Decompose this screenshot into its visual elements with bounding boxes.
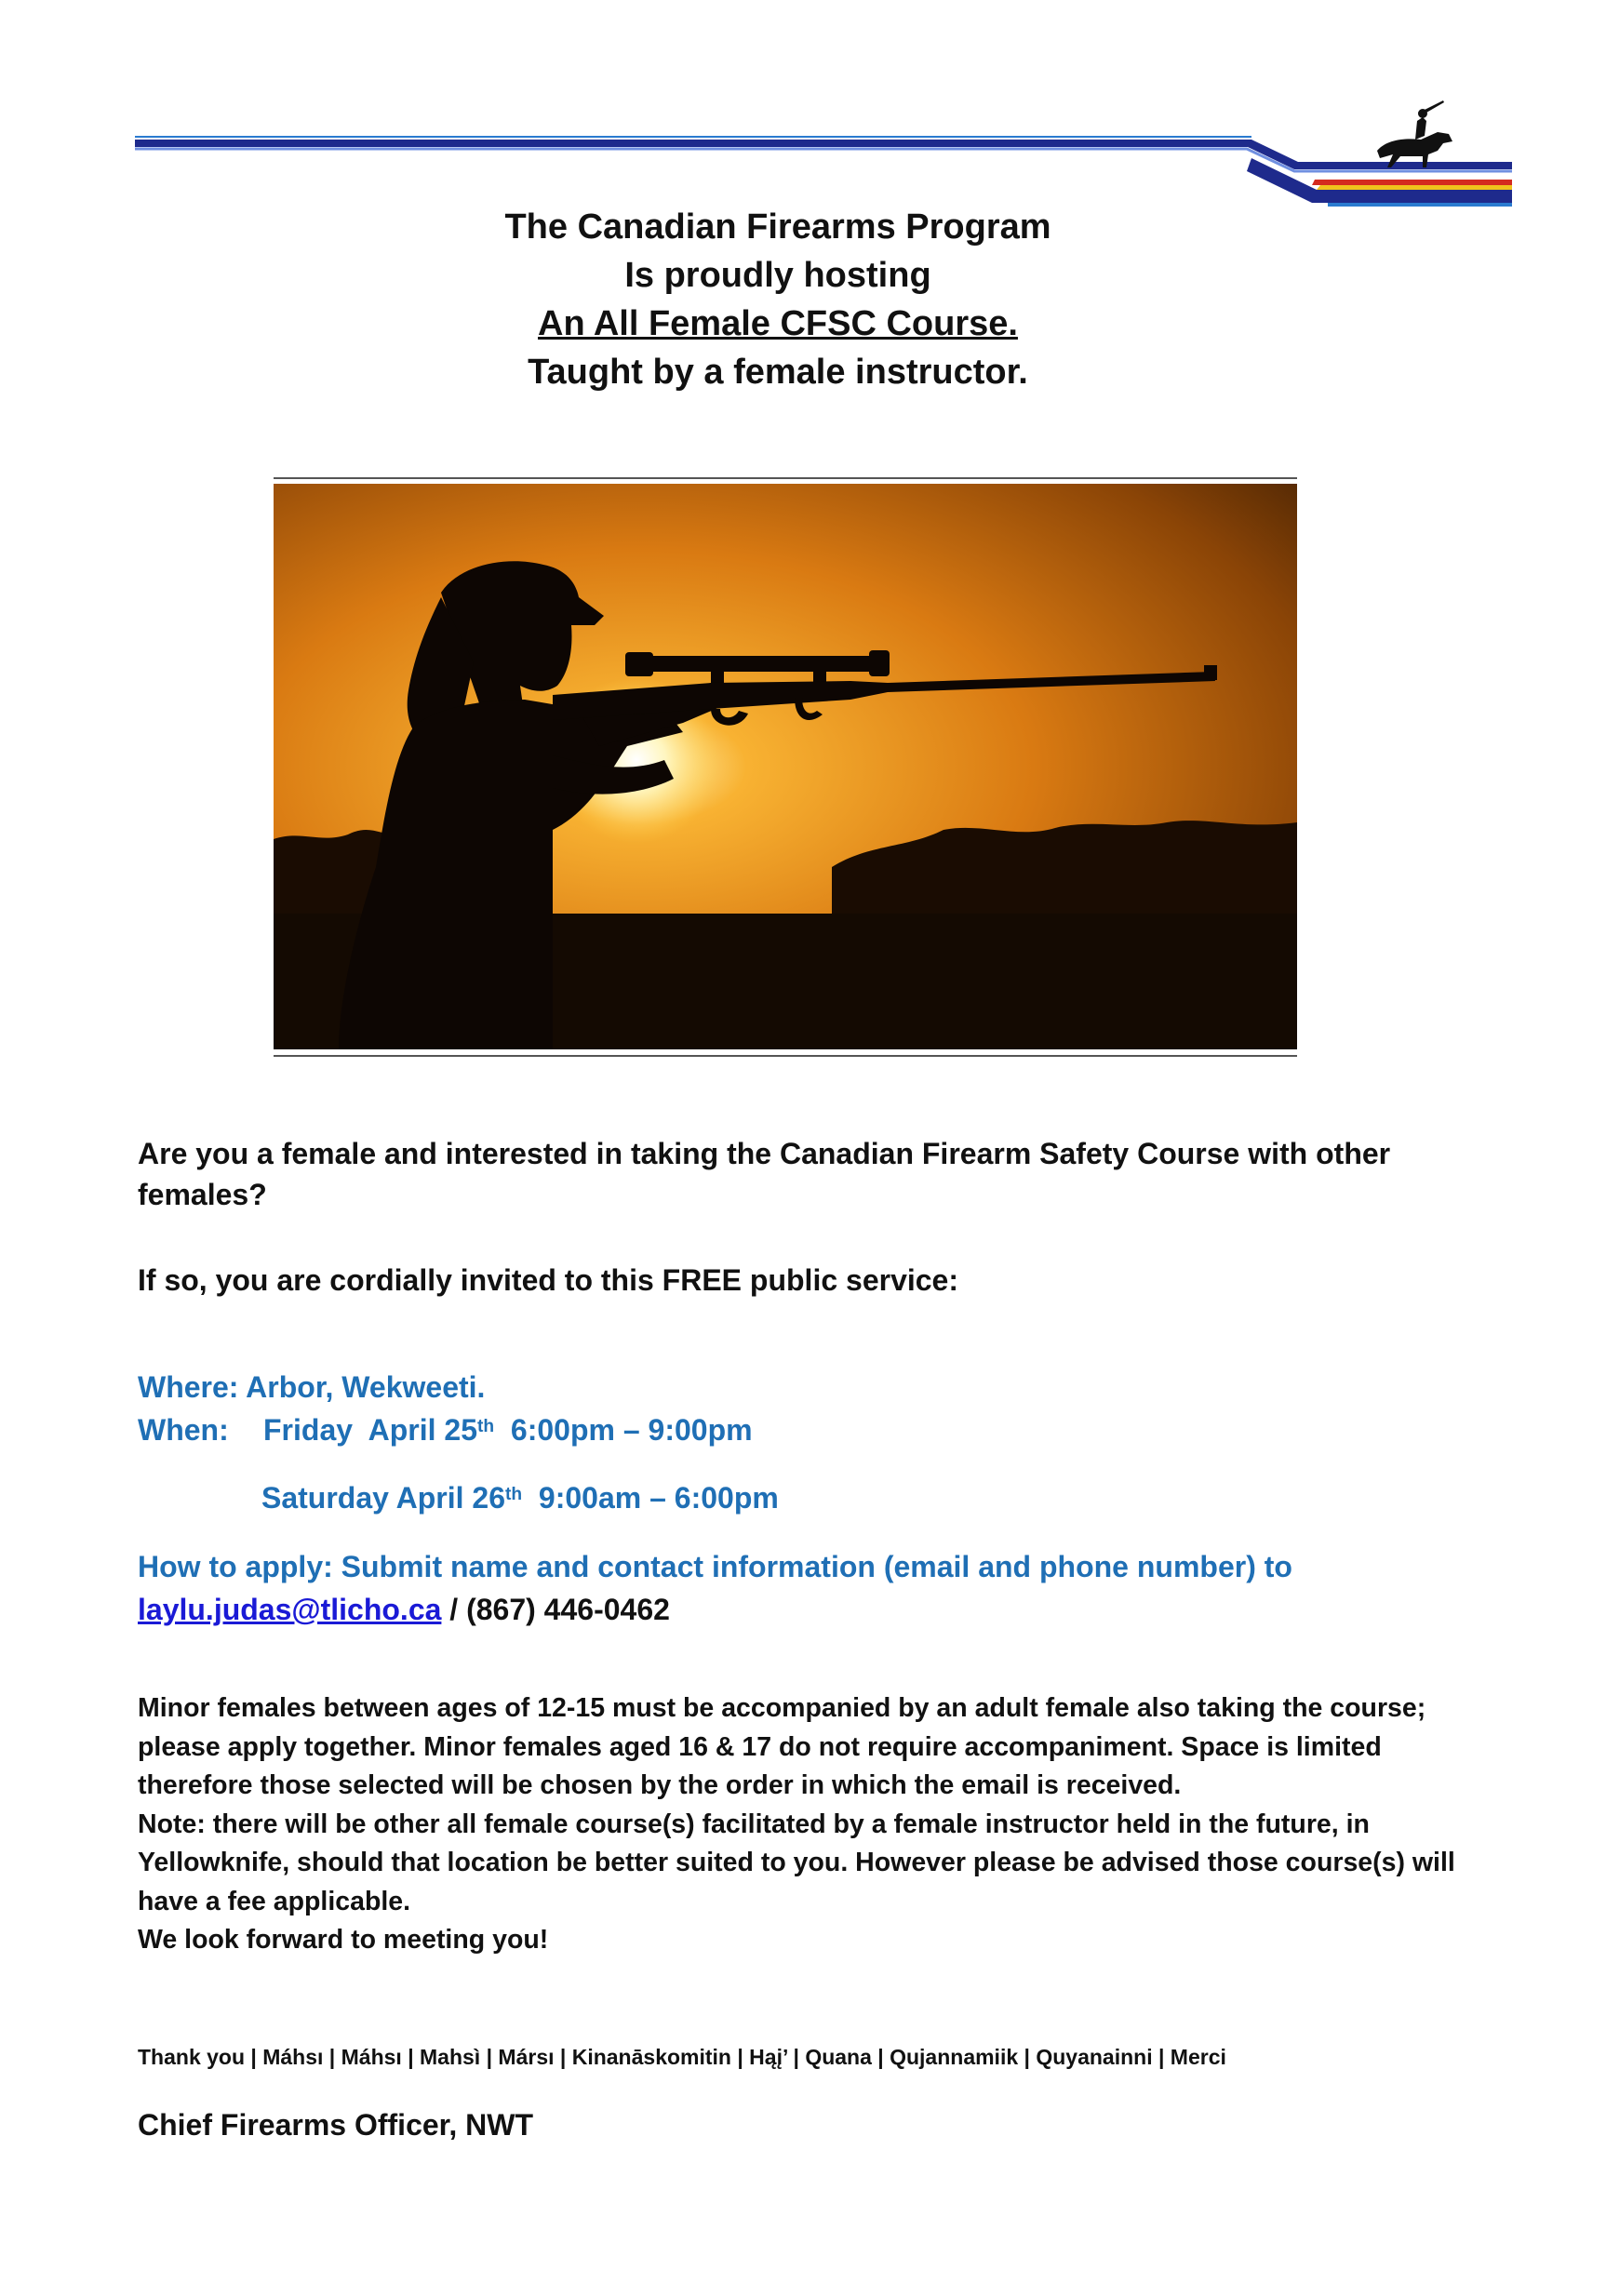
note-future-courses: Note: there will be other all female course(s) facilitated by a female instructor held in the future, in Yellowknife, should that location be better suited to you. However please be advised those course(s) will have a fee applicable. — [138, 1809, 1455, 1916]
event-day1-sup: th — [477, 1417, 495, 1437]
signature: Chief Firearms Officer, NWT — [138, 2108, 533, 2142]
title-line-2: Is proudly hosting — [624, 256, 931, 295]
event-day1-date: Friday April 25 — [263, 1413, 477, 1447]
event-day1 — [263, 1409, 753, 1450]
title-line-1: The Canadian Firearms Program — [504, 207, 1051, 247]
invite-line: If so, you are cordially invited to this FREE public service: — [138, 1263, 958, 1297]
note-closing: We look forward to meeting you! — [138, 1925, 549, 1955]
event-when-row — [138, 1409, 1468, 1450]
email-link[interactable]: laylu.judas@tlicho.ca — [138, 1593, 442, 1626]
rifle-silhouette-sunset-photo — [274, 476, 1297, 1058]
event-day2-date: Saturday April 26 — [261, 1481, 506, 1515]
notes-block — [138, 1689, 1468, 1960]
thanks-line: Thank you | Máhsı | Máhsı | Mahsì | Mársı | Kinanāskomitin | Hąį’ | Quana | Qujannamiik | Quyanainni | Merci — [138, 2045, 1226, 2069]
banner-stripes — [135, 93, 1512, 209]
contact-line — [138, 1589, 1468, 1630]
title-line-3: An All Female CFSC Course. — [538, 304, 1018, 343]
title-block — [0, 203, 1556, 396]
event-day2 — [261, 1477, 779, 1518]
horse-rider-logo-icon — [1363, 93, 1465, 177]
event-day2-time: 9:00am – 6:00pm — [538, 1481, 779, 1515]
event-when-label: When: — [138, 1413, 229, 1447]
apply-instructions: How to apply: Submit name and contact information (email and phone number) to — [138, 1550, 1292, 1583]
note-minors: Minor females between ages of 12-15 must be accompanied by an adult female also taking the course; please apply together. Minor females aged 16 & 17 do not require accompaniment. Space is limited therefore those selected will be chosen by the order in which the email is received. — [138, 1693, 1426, 1800]
event-where: Where: Arbor, Wekweeti. — [138, 1370, 486, 1404]
event-day2-sup: th — [505, 1485, 523, 1505]
event-day1-time: 6:00pm – 9:00pm — [510, 1413, 753, 1447]
header-banner — [135, 93, 1512, 209]
title-line-4: Taught by a female instructor. — [528, 353, 1028, 392]
phone-number: / (867) 446-0462 — [441, 1593, 670, 1626]
intro-question: Are you a female and interested in taking the Canadian Firearm Safety Course with other females? — [138, 1137, 1391, 1211]
